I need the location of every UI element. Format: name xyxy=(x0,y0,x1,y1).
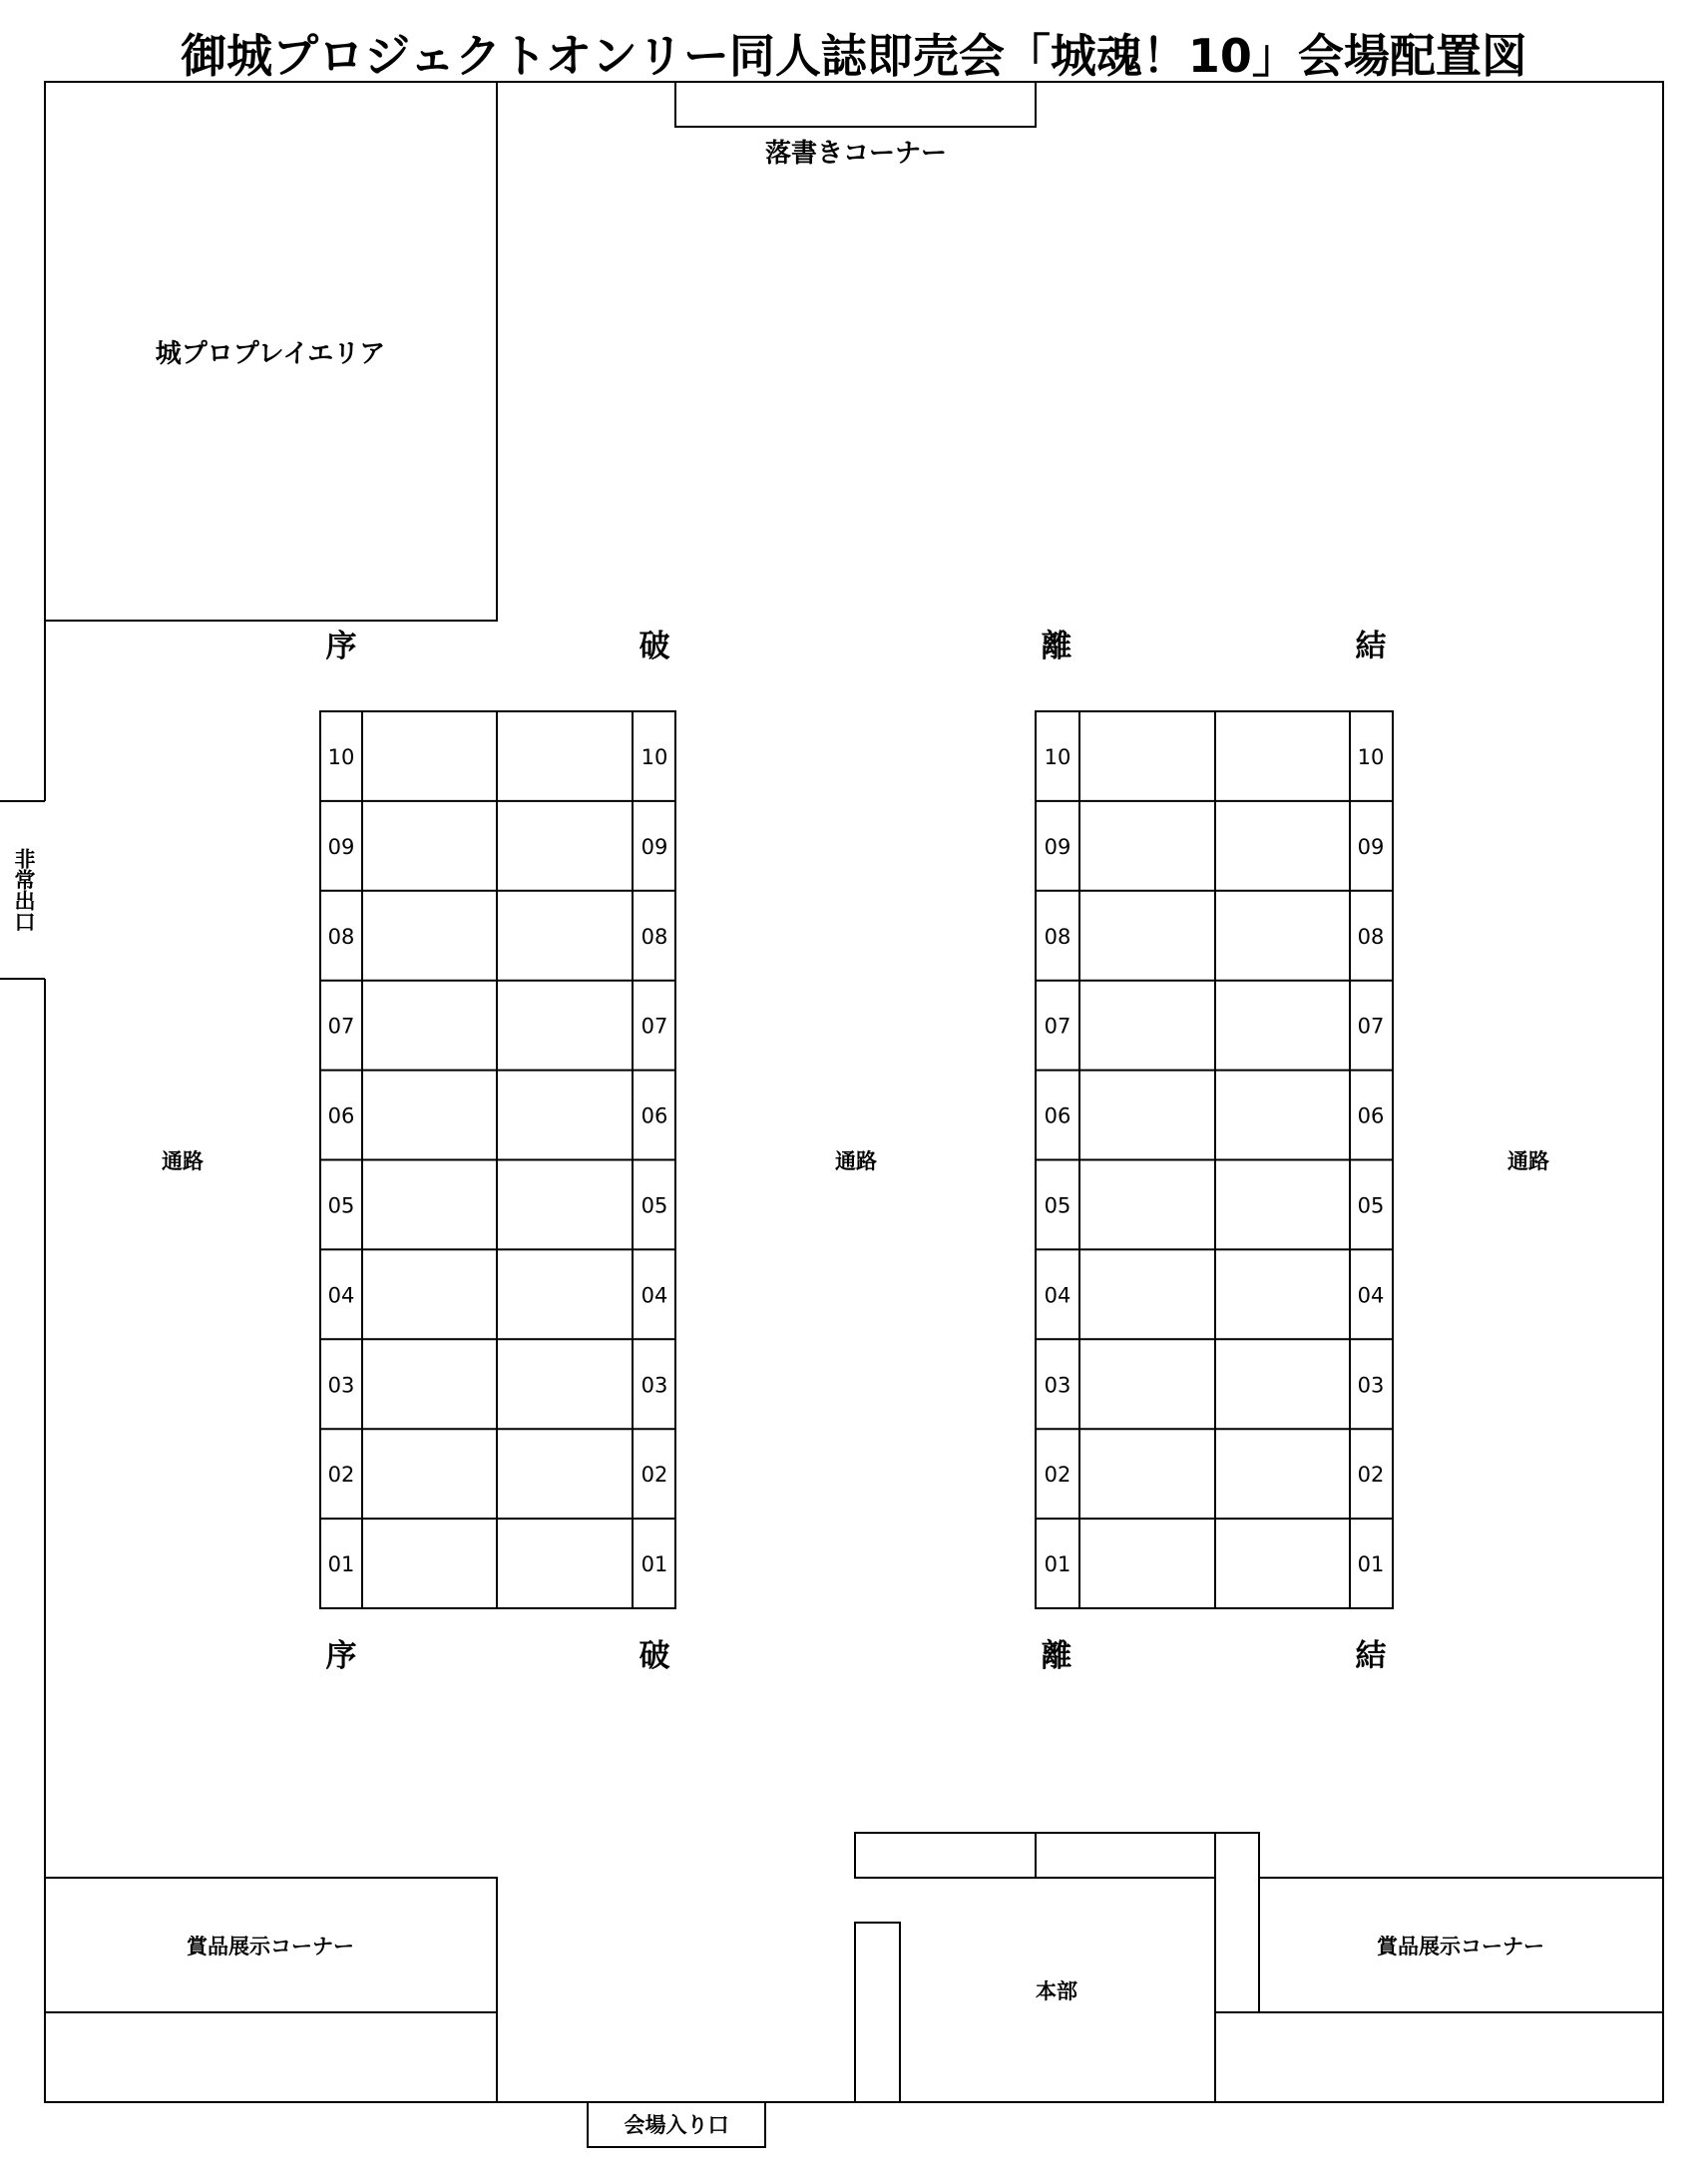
table-number-right-island-left: 08 xyxy=(1044,924,1071,949)
aisle-label-right: 通路 xyxy=(1507,1149,1549,1173)
block-label-ha-top: 破 xyxy=(639,629,670,664)
table-number-right-island-right: 04 xyxy=(1357,1283,1385,1308)
prize-corner-left-label: 賞品展示コーナー xyxy=(187,1935,354,1958)
table-number-right-island-left: 07 xyxy=(1044,1014,1071,1039)
table-number-left-island-right: 04 xyxy=(640,1283,668,1308)
block-label-ha-bottom: 破 xyxy=(639,1638,670,1674)
table-number-right-island-right: 07 xyxy=(1357,1014,1385,1039)
table-number-left-island-left: 01 xyxy=(327,1552,355,1577)
block-label-ketsu-top: 結 xyxy=(1355,629,1387,664)
table-number-left-island-right: 09 xyxy=(640,834,668,859)
table-number-left-island-left: 10 xyxy=(327,744,355,769)
table-number-left-island-right: 02 xyxy=(640,1463,668,1488)
table-number-left-island-right: 05 xyxy=(640,1193,668,1218)
table-number-left-island-right: 03 xyxy=(640,1373,668,1398)
table-number-right-island-left: 03 xyxy=(1044,1373,1071,1398)
table-number-right-island-left: 02 xyxy=(1044,1463,1071,1488)
play-area-label: 城プロプレイエリア xyxy=(155,339,386,369)
table-number-left-island-left: 09 xyxy=(327,834,355,859)
page-title: 御城プロジェクトオンリー同人誌即売会「城魂！10」会場配置図 xyxy=(181,29,1527,83)
table-island-left xyxy=(320,711,675,1608)
emergency-exit-label: 非常出口 xyxy=(12,848,36,932)
table-number-right-island-left: 10 xyxy=(1044,744,1071,769)
table-number-right-island-right: 09 xyxy=(1357,834,1385,859)
table-number-left-island-right: 07 xyxy=(640,1014,668,1039)
table-number-right-island-right: 03 xyxy=(1357,1373,1385,1398)
table-number-left-island-right: 06 xyxy=(640,1103,668,1128)
venue-outline xyxy=(45,82,1663,2102)
table-number-right-island-right: 06 xyxy=(1357,1103,1385,1128)
table-number-right-island-right: 10 xyxy=(1357,744,1385,769)
prize-corner-right-label: 賞品展示コーナー xyxy=(1377,1935,1544,1958)
block-label-ri-top: 離 xyxy=(1041,629,1072,664)
table-number-right-island-left: 06 xyxy=(1044,1103,1071,1128)
emergency-exit-gap xyxy=(40,801,50,979)
block-label-jo-bottom: 序 xyxy=(325,1638,357,1674)
headquarters-label: 本部 xyxy=(1036,1979,1077,2003)
table-number-right-island-left: 04 xyxy=(1044,1283,1071,1308)
block-label-ketsu-bottom: 結 xyxy=(1355,1638,1387,1674)
table-number-left-island-right: 10 xyxy=(640,744,668,769)
table-number-left-island-left: 06 xyxy=(327,1103,355,1128)
table-number-left-island-left: 04 xyxy=(327,1283,355,1308)
prize-corner-left-lower xyxy=(45,2012,497,2102)
table-number-right-island-right: 08 xyxy=(1357,924,1385,949)
aisle-label-center: 通路 xyxy=(835,1149,877,1173)
aisle-label-left: 通路 xyxy=(162,1149,204,1173)
table-number-right-island-left: 09 xyxy=(1044,834,1071,859)
table-number-left-island-left: 08 xyxy=(327,924,355,949)
table-number-right-island-right: 02 xyxy=(1357,1463,1385,1488)
table-number-left-island-right: 08 xyxy=(640,924,668,949)
table-number-left-island-left: 07 xyxy=(327,1014,355,1039)
table-island-right xyxy=(1036,711,1393,1608)
table-number-left-island-left: 02 xyxy=(327,1463,355,1488)
graffiti-corner-box xyxy=(675,82,1036,127)
table-number-left-island-left: 05 xyxy=(327,1193,355,1218)
table-number-right-island-left: 05 xyxy=(1044,1193,1071,1218)
table-number-right-island-right: 01 xyxy=(1357,1552,1385,1577)
table-number-right-island-left: 01 xyxy=(1044,1552,1071,1577)
table-number-left-island-left: 03 xyxy=(327,1373,355,1398)
table-number-left-island-right: 01 xyxy=(640,1552,668,1577)
prize-corner-right-lower xyxy=(1215,2012,1663,2102)
block-label-ri-bottom: 離 xyxy=(1041,1638,1072,1674)
entrance-label: 会場入り口 xyxy=(624,2113,729,2137)
graffiti-corner-label: 落書きコーナー xyxy=(764,139,948,169)
headquarters-area xyxy=(855,1833,1259,2102)
table-number-right-island-right: 05 xyxy=(1357,1193,1385,1218)
block-label-jo-top: 序 xyxy=(325,629,357,664)
